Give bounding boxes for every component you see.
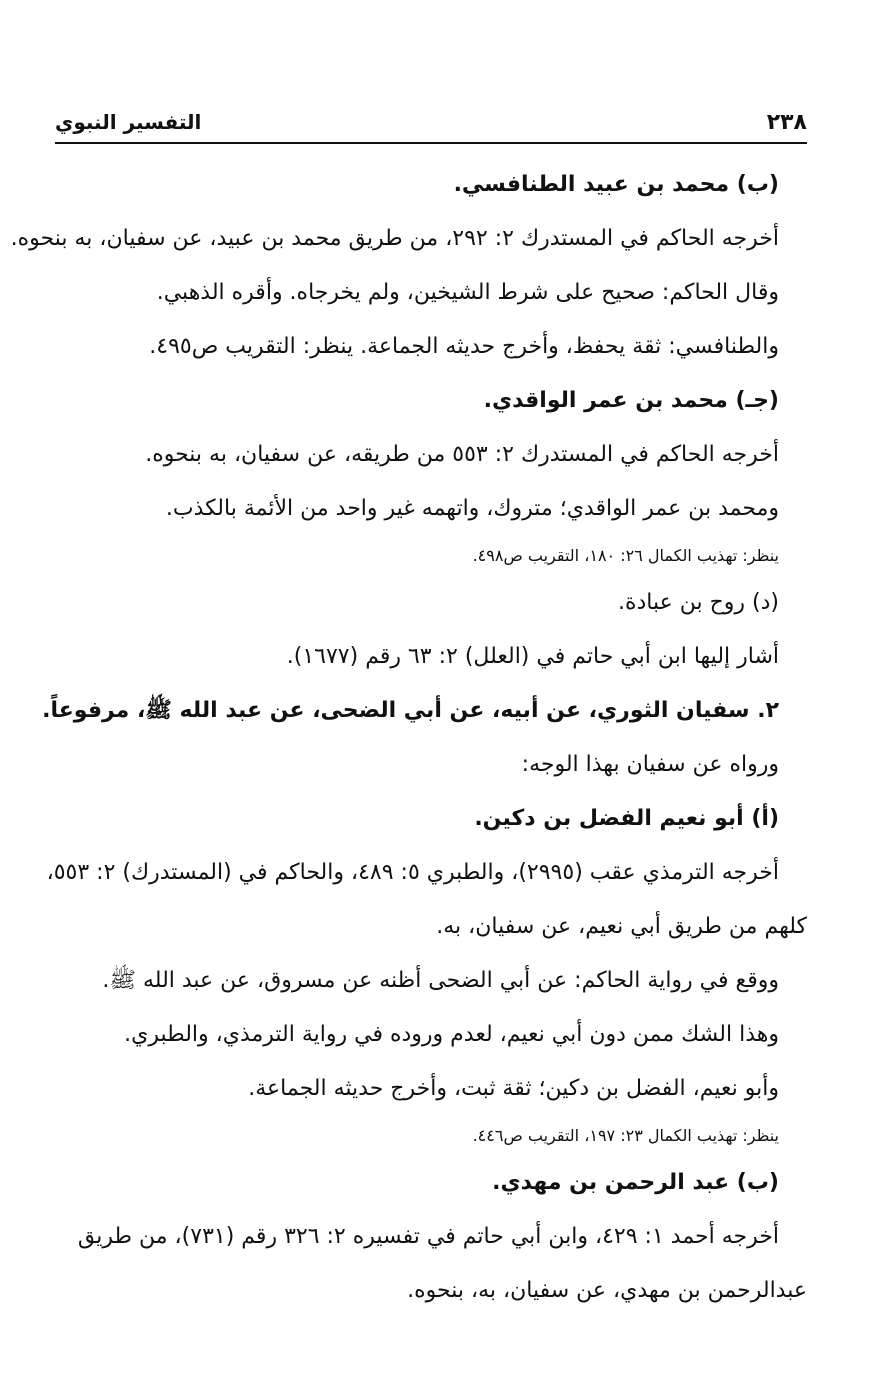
section-heading: (د) روح بن عبادة. [617,590,779,615]
text-line: ورواه عن سفيان بهذا الوجه: [521,752,779,777]
numbered-heading: ٢. سفيان الثوري، عن أبيه، عن أبي الضحى، عن عبد الله ﷺ، مرفوعاً. [42,698,779,723]
section-heading: (أ) أبو نعيم الفضل بن دكين. [474,806,779,831]
section-heading: (ب) محمد بن عبيد الطنافسي. [453,172,779,197]
text-line: ووقع في رواية الحاكم: عن أبي الضحى أظنه عن مسروق، عن عبد الله ﷺ. [102,968,779,993]
text-line: أخرجه الترمذي عقب (٢٩٩٥)، والطبري ٥: ٤٨٩، والحاكم في (المستدرك) ٢: ٥٥٣، [46,860,779,885]
page-number: ٢٣٨ [766,110,807,135]
body-text [10,158,807,1318]
text-line: كلهم من طريق أبي نعيم، عن سفيان، به. [436,914,807,939]
text-line: وأبو نعيم، الفضل بن دكين؛ ثقة ثبت، وأخرج حديثه الجماعة. [248,1076,779,1101]
document-page [10,108,807,1318]
reference-note: ينظر: تهذيب الكمال ٢٣: ١٩٧، التقريب ص٤٤٦. [472,1126,779,1145]
text-line: عبدالرحمن بن مهدي، عن سفيان، به، بنحوه. [407,1278,807,1303]
section-heading: (ب) عبد الرحمن بن مهدي. [492,1170,779,1195]
page-header [55,108,807,144]
text-line: أخرجه أحمد ١: ٤٢٩، وابن أبي حاتم في تفسيره ٢: ٣٢٦ رقم (٧٣١)، من طريق [77,1224,779,1249]
text-line: والطنافسي: ثقة يحفظ، وأخرج حديثه الجماعة. ينظر: التقريب ص٤٩٥. [149,334,779,359]
text-line: ومحمد بن عمر الواقدي؛ متروك، واتهمه غير واحد من الأئمة بالكذب. [165,496,779,521]
section-heading: (جـ) محمد بن عمر الواقدي. [483,388,779,413]
text-line: أشار إليها ابن أبي حاتم في (العلل) ٢: ٦٣ رقم (١٦٧٧). [286,644,779,669]
text-line: أخرجه الحاكم في المستدرك ٢: ٢٩٢، من طريق محمد بن عبيد، عن سفيان، به بنحوه. [10,226,779,251]
text-line: وقال الحاكم: صحيح على شرط الشيخين، ولم يخرجاه. وأقره الذهبي. [156,280,779,305]
text-line: أخرجه الحاكم في المستدرك ٢: ٥٥٣ من طريقه، عن سفيان، به بنحوه. [145,442,779,467]
reference-note: ينظر: تهذيب الكمال ٢٦: ١٨٠، التقريب ص٤٩٨. [472,546,779,565]
text-line: وهذا الشك ممن دون أبي نعيم، لعدم وروده في رواية الترمذي، والطبري. [124,1022,779,1047]
running-title: التفسير النبوي [55,110,202,134]
